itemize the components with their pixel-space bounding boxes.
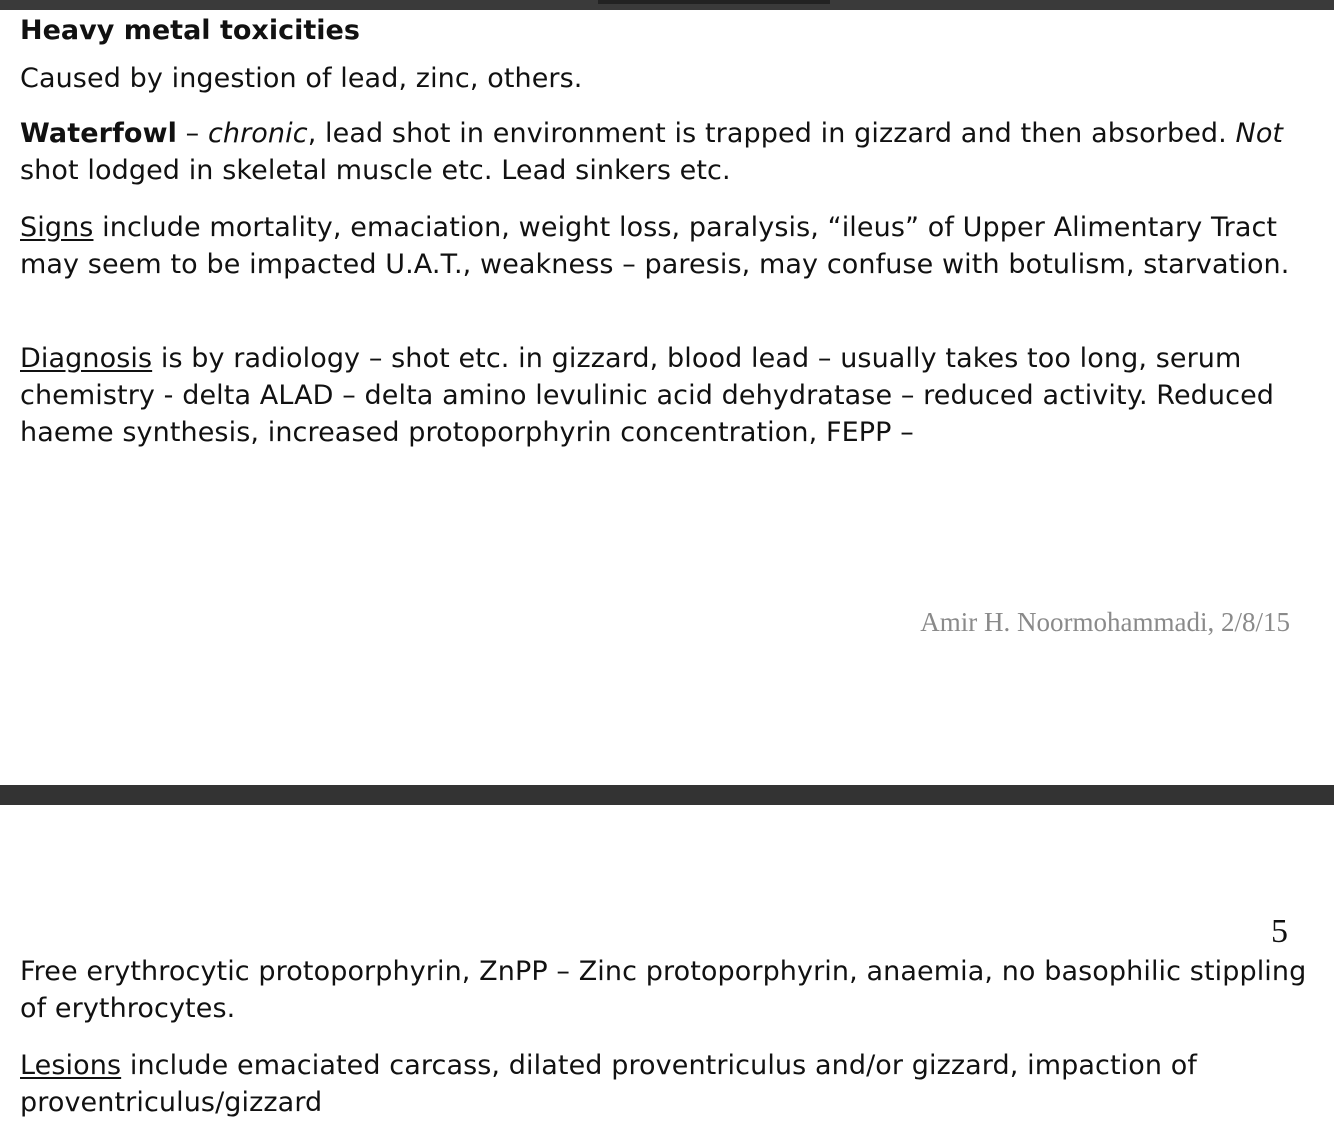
continuation-paragraph: Free erythrocytic protoporphyrin, ZnPP – Zinc protoporphyrin, anaemia, no basophilic stippling of erythrocytes. [20,956,1307,1024]
waterfowl-label: Waterfowl [20,118,177,149]
signs-text: include mortality, emaciation, weight loss, paralysis, “ileus” of Upper Alimentary Tract may seem to be impacted U.A.T., weakness – paresis, may confuse with botulism, starvation. [20,212,1290,280]
page-number: 5 [1271,913,1288,950]
viewer-tab-indicator [598,0,830,4]
diagnosis-paragraph [20,340,1320,451]
lesions-paragraph [20,1047,1320,1121]
waterfowl-chronic: chronic [207,118,308,149]
viewer-top-bar [0,0,1334,10]
document-page-upper [0,10,1334,785]
signs-paragraph [20,209,1320,283]
intro-paragraph: Caused by ingestion of lead, zinc, others. [20,63,583,94]
diagnosis-text: is by radiology – shot etc. in gizzard, blood lead – usually takes too long, serum chemistry - delta ALAD – delta amino levulinic acid dehydratase – reduced activity. Reduced haeme synthesis, increased protoporphyrin concentration, FEPP – [20,343,1275,448]
waterfowl-paragraph [20,115,1320,189]
waterfowl-not: Not [1235,118,1284,149]
author-signature: Amir H. Noormohammadi, 2/8/15 [920,607,1290,637]
page-separator [0,785,1334,805]
lesions-text: include emaciated carcass, dilated proventriculus and/or gizzard, impaction of proventriculus/gizzard [20,1050,1197,1118]
waterfowl-dash: – [176,118,208,149]
waterfowl-text-2: shot lodged in skeletal muscle etc. Lead sinkers etc. [20,155,731,186]
diagnosis-label: Diagnosis [20,343,153,374]
section-heading: Heavy metal toxicities [20,15,360,46]
waterfowl-text-1: , lead shot in environment is trapped in gizzard and then absorbed. [307,118,1236,149]
document-page-lower [0,805,1334,1132]
lesions-label: Lesions [20,1050,122,1081]
signs-label: Signs [20,212,94,243]
